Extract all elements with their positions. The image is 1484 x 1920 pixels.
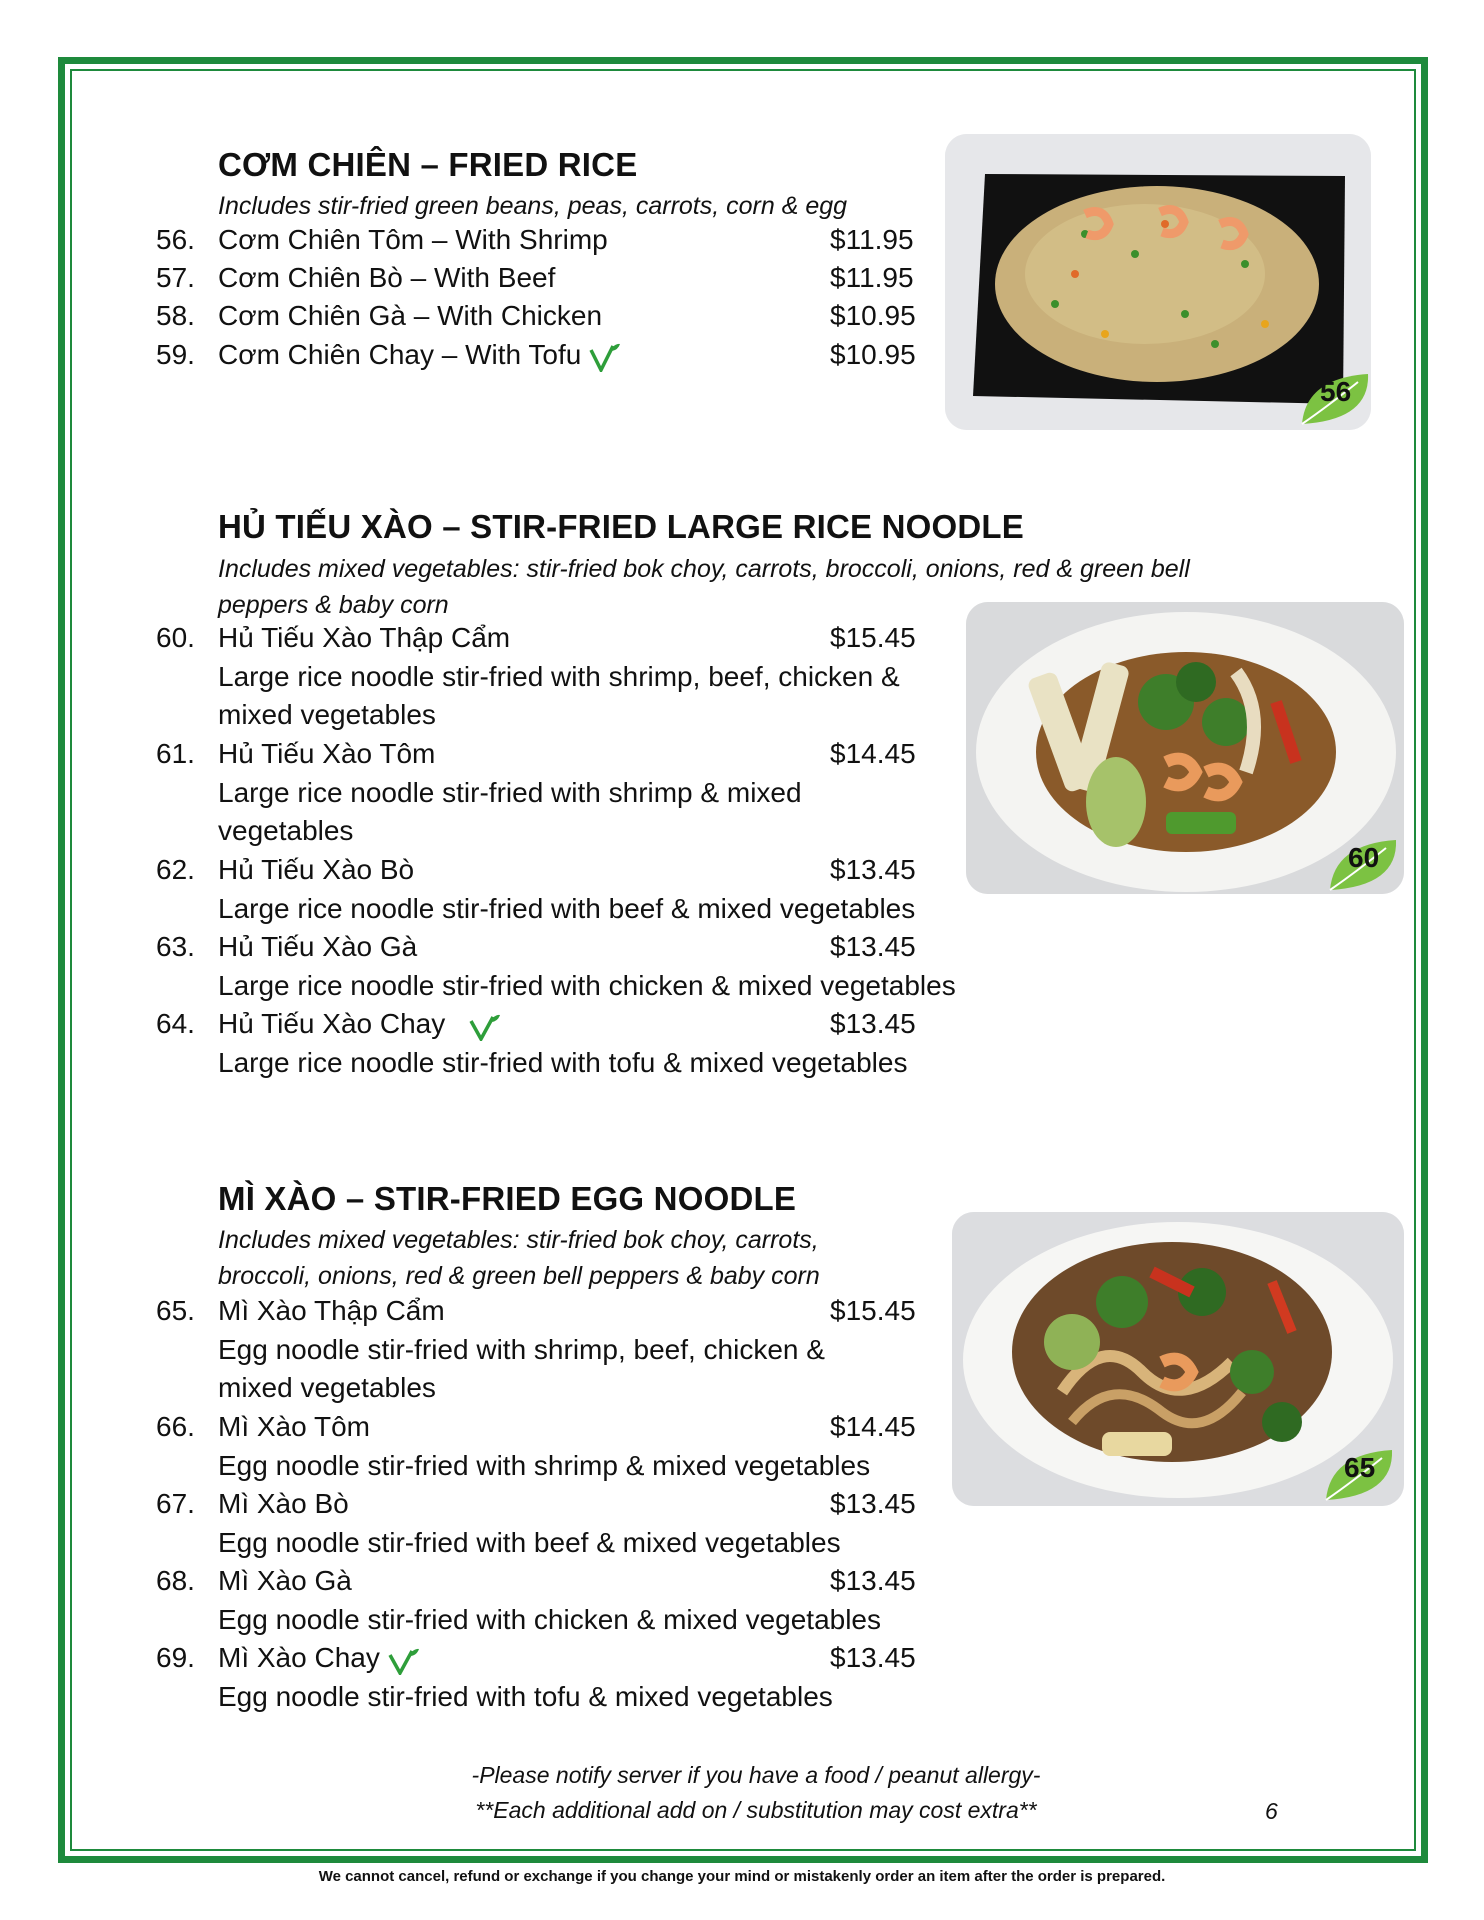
item-price: $13.45 (830, 1488, 916, 1519)
item-name: Cơm Chiên Bò – With Beef (218, 262, 556, 293)
order-disclaimer: We cannot cancel, refund or exchange if you change your mind or mistakenly order an item after the order is prepared. (318, 1868, 1166, 1885)
item-number: 60. (156, 622, 195, 653)
item-number: 56. (156, 224, 195, 255)
section-description: broccoli, onions, red & green bell peppers & baby corn (218, 1262, 820, 1290)
item-name: Mì Xào Gà (218, 1565, 352, 1596)
item-price: $11.95 (830, 224, 914, 255)
section-title: MÌ XÀO – STIR-FRIED EGG NOODLE (218, 1180, 797, 1217)
item-number: 61. (156, 738, 195, 769)
item-number: 65. (156, 1295, 195, 1326)
item-number: 67. (156, 1488, 195, 1519)
item-price: $10.95 (830, 300, 916, 331)
item-price: $13.45 (830, 1008, 916, 1039)
item-number: 62. (156, 854, 195, 885)
item-number: 66. (156, 1411, 195, 1442)
menu-item-62 (0, 854, 1000, 892)
item-name: Hủ Tiếu Xào Chay (218, 1008, 501, 1041)
item-name: Hủ Tiếu Xào Bò (218, 854, 415, 885)
vegetarian-icon (589, 342, 621, 372)
menu-item-64 (0, 1008, 1000, 1046)
item-number: 57. (156, 262, 195, 293)
item-number: 64. (156, 1008, 195, 1039)
item-price: $11.95 (830, 262, 914, 293)
section-description: Includes mixed vegetables: stir-fried bok choy, carrots, broccoli, onions, red & green bell (218, 555, 1190, 583)
photo-number-badge: 65 (1322, 1446, 1398, 1509)
item-name: Cơm Chiên Chay – With Tofu (218, 339, 621, 372)
item-description: Egg noodle stir-fried with tofu & mixed vegetables (218, 1681, 833, 1712)
vegetarian-icon (388, 1645, 420, 1675)
item-description: Egg noodle stir-fried with chicken & mixed vegetables (218, 1604, 882, 1635)
item-price: $14.45 (830, 1411, 916, 1442)
item-description: vegetables (218, 815, 354, 846)
section-description: Includes stir-fried green beans, peas, carrots, corn & egg (218, 192, 848, 220)
menu-item-56 (0, 224, 1000, 262)
menu-item-66 (0, 1411, 1000, 1449)
menu-item-65 (0, 1295, 1000, 1333)
item-number: 58. (156, 300, 195, 331)
item-price: $13.45 (830, 1565, 916, 1596)
section-description: Includes mixed vegetables: stir-fried bok choy, carrots, (218, 1226, 819, 1254)
section-title: HỦ TIẾU XÀO – STIR-FRIED LARGE RICE NOODLE (218, 508, 1024, 545)
page-number: 6 (1265, 1798, 1278, 1824)
menu-item-67 (0, 1488, 1000, 1526)
item-price: $10.95 (830, 339, 916, 370)
addon-notice: **Each additional add on / substitution may cost extra** (475, 1797, 1037, 1823)
item-description: Egg noodle stir-fried with shrimp, beef, chicken & (218, 1334, 825, 1365)
item-name: Mì Xào Chay (218, 1642, 420, 1675)
item-name: Cơm Chiên Gà – With Chicken (218, 300, 603, 331)
allergy-notice: -Please notify server if you have a food / peanut allergy- (471, 1762, 1041, 1788)
vegetarian-icon (469, 1011, 501, 1041)
item-description: mixed vegetables (218, 699, 436, 730)
item-price: $13.45 (830, 854, 916, 885)
item-description: Large rice noodle stir-fried with shrimp, beef, chicken & (218, 661, 900, 692)
item-description: Large rice noodle stir-fried with chicken & mixed vegetables (218, 970, 956, 1001)
menu-item-60 (0, 622, 1000, 660)
menu-item-58 (0, 300, 1000, 338)
item-price: $15.45 (830, 1295, 916, 1326)
menu-item-69 (0, 1642, 1000, 1680)
item-name: Hủ Tiếu Xào Gà (218, 931, 418, 962)
item-name: Hủ Tiếu Xào Thập Cẩm (218, 622, 511, 653)
item-price: $13.45 (830, 1642, 916, 1673)
item-number: 69. (156, 1642, 195, 1673)
item-description: mixed vegetables (218, 1372, 436, 1403)
section-description: peppers & baby corn (218, 591, 449, 619)
item-name: Mì Xào Thập Cẩm (218, 1295, 445, 1326)
item-price: $15.45 (830, 622, 916, 653)
menu-item-61 (0, 738, 1000, 776)
item-number: 63. (156, 931, 195, 962)
photo-number-badge: 56 (1298, 370, 1374, 433)
item-price: $13.45 (830, 931, 916, 962)
item-description: Large rice noodle stir-fried with shrimp & mixed (218, 777, 802, 808)
item-price: $14.45 (830, 738, 916, 769)
photo-number-badge: 60 (1326, 836, 1402, 899)
item-name: Mì Xào Tôm (218, 1411, 370, 1442)
menu-item-57 (0, 262, 1000, 300)
item-name: Cơm Chiên Tôm – With Shrimp (218, 224, 608, 255)
item-number: 59. (156, 339, 195, 370)
item-number: 68. (156, 1565, 195, 1596)
item-description: Large rice noodle stir-fried with tofu & mixed vegetables (218, 1047, 908, 1078)
menu-item-68 (0, 1565, 1000, 1603)
item-name: Hủ Tiếu Xào Tôm (218, 738, 436, 769)
item-description: Egg noodle stir-fried with shrimp & mixed vegetables (218, 1450, 871, 1481)
menu-item-59 (0, 339, 1000, 377)
item-name: Mì Xào Bò (218, 1488, 349, 1519)
section-title: CƠM CHIÊN – FRIED RICE (218, 146, 638, 183)
item-description: Large rice noodle stir-fried with beef & mixed vegetables (218, 893, 916, 924)
menu-item-63 (0, 931, 1000, 969)
item-description: Egg noodle stir-fried with beef & mixed vegetables (218, 1527, 841, 1558)
